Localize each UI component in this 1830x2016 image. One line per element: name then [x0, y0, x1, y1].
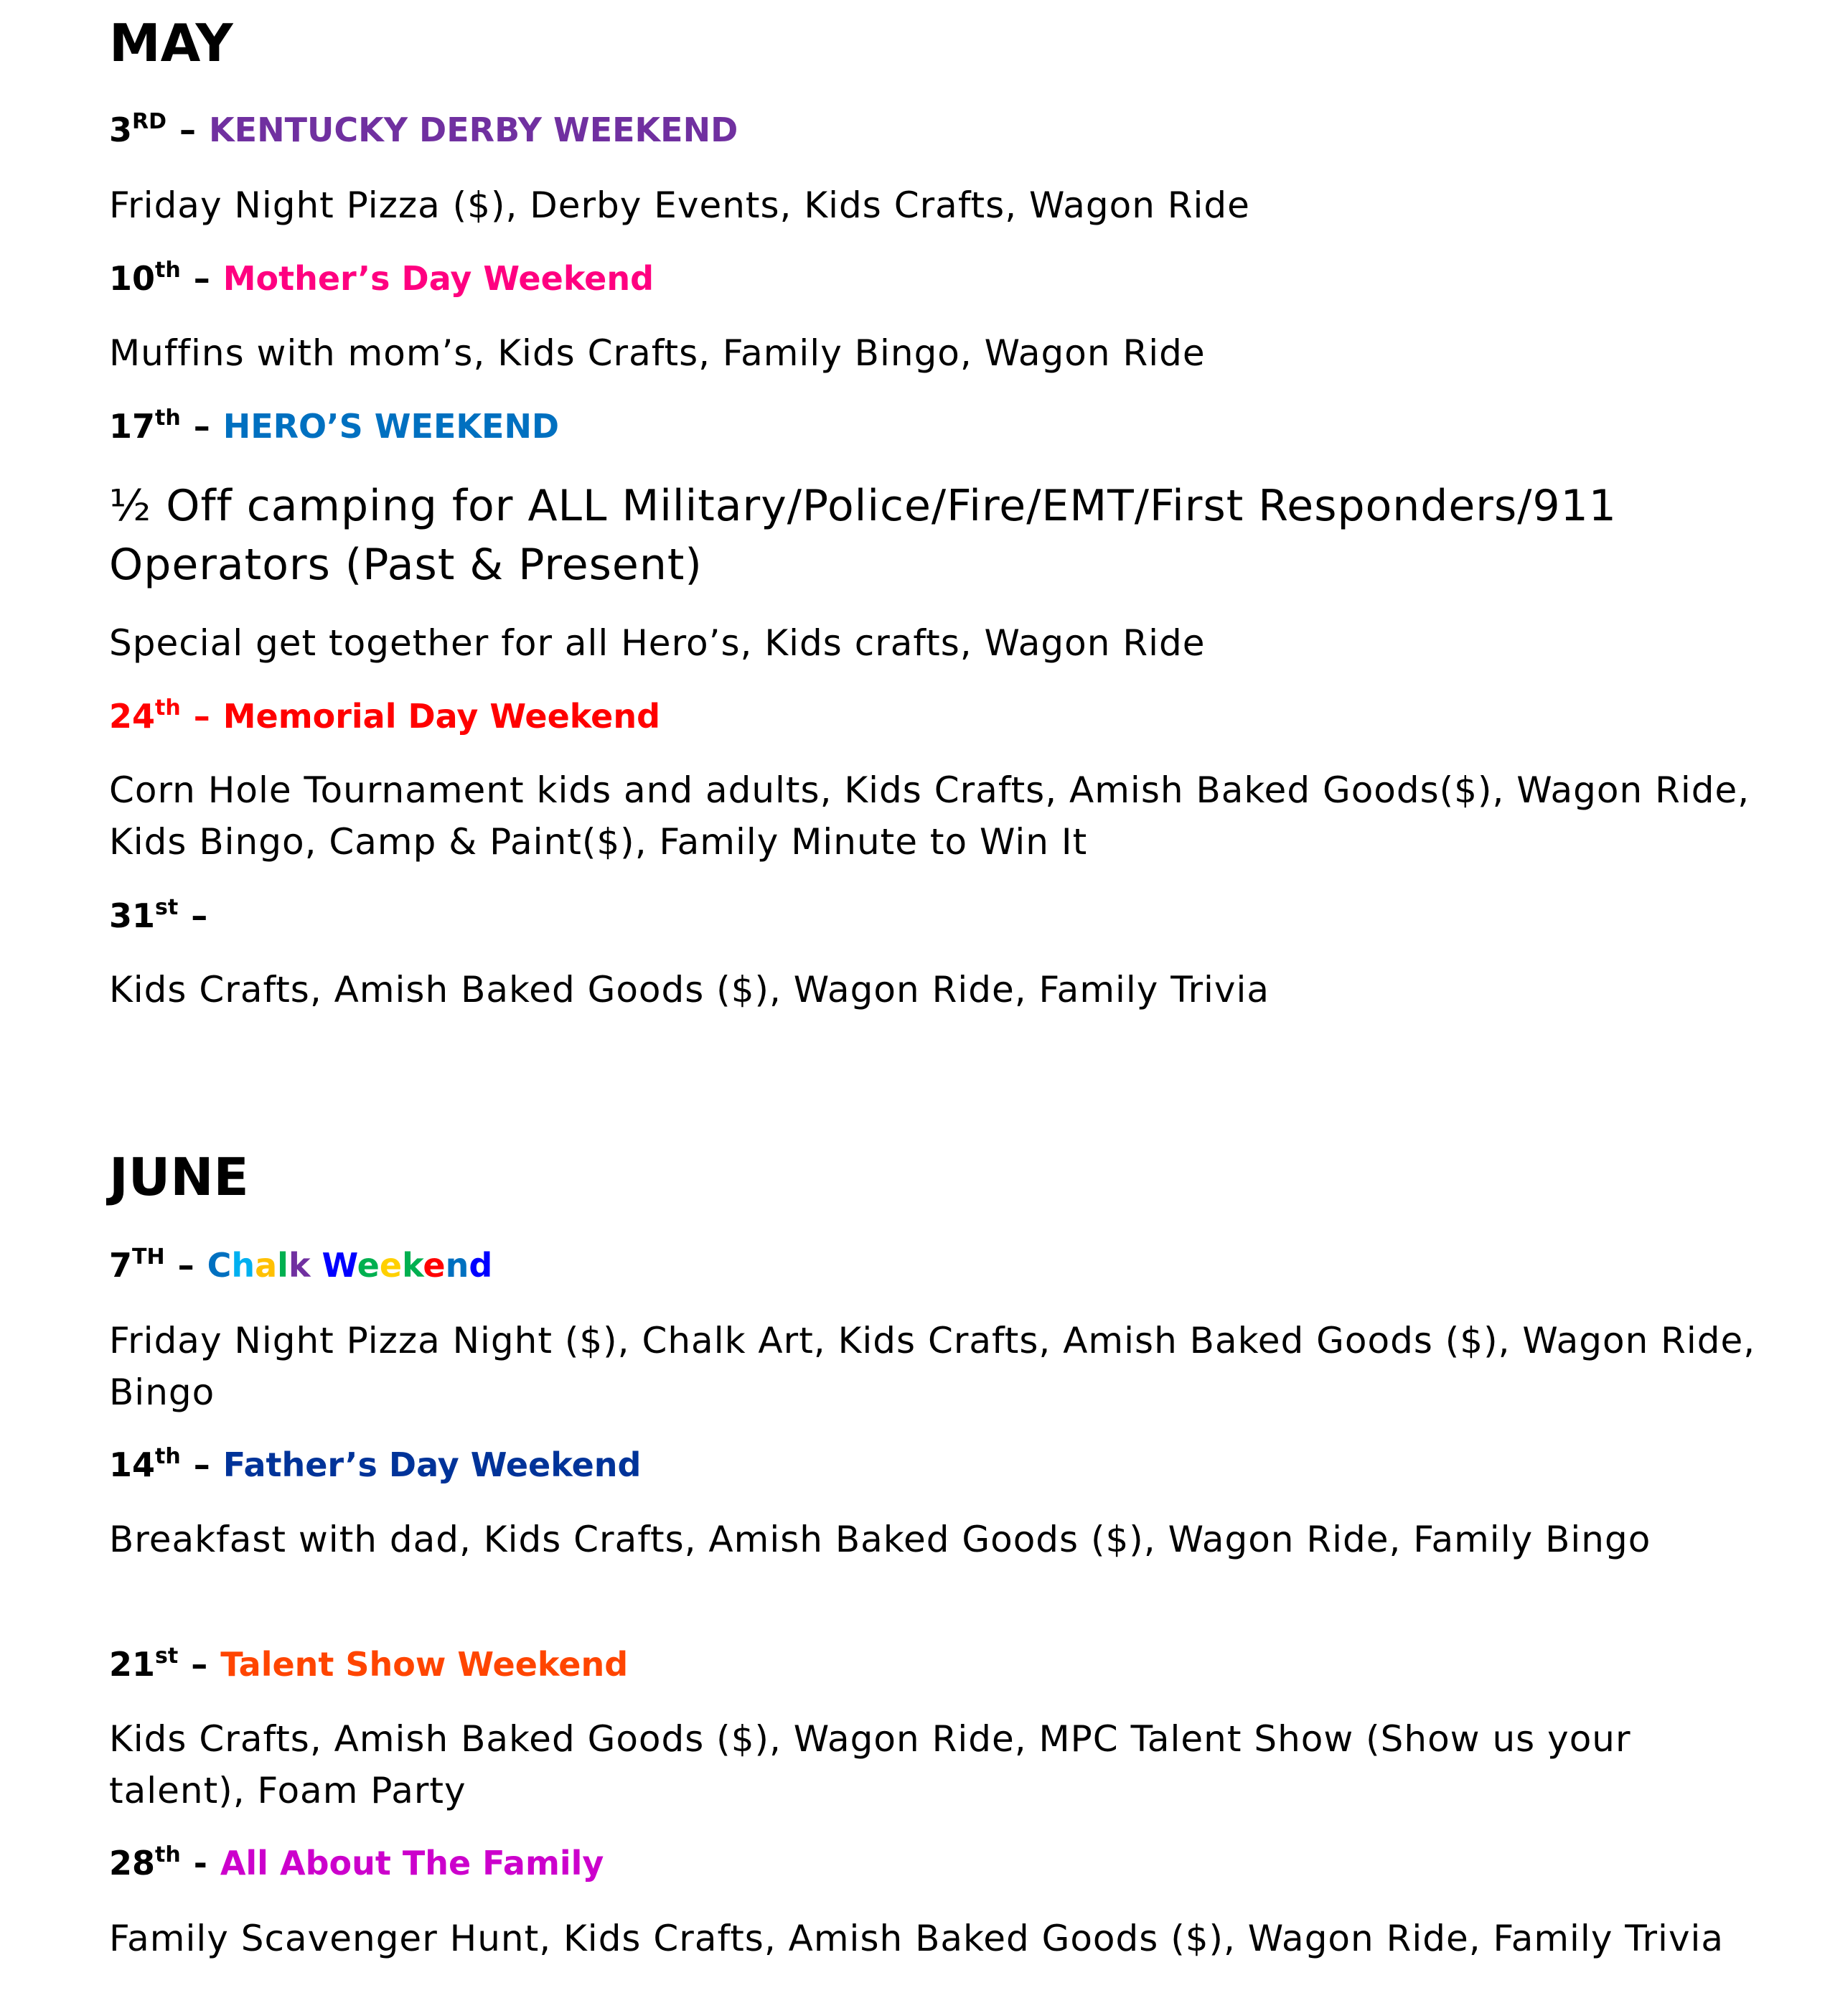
event-title: All About The Family: [220, 1844, 604, 1883]
event-day-suffix: th: [155, 1842, 181, 1867]
event-day-suffix: th: [155, 695, 181, 721]
event-heading: [109, 1244, 493, 1285]
event-day-suffix: th: [155, 1444, 181, 1469]
event-heading: [109, 1842, 604, 1883]
event-heading: [109, 405, 560, 446]
rainbow-letter: e: [379, 1246, 403, 1285]
rainbow-letter: a: [255, 1246, 278, 1285]
event-dash: –: [193, 697, 210, 736]
event-day: 31: [109, 896, 156, 935]
event-title: Talent Show Weekend: [220, 1645, 629, 1684]
event-dash: –: [177, 1246, 194, 1285]
event-description: Muffins with mom’s, Kids Crafts, Family Bingo, Wagon Ride: [109, 332, 1206, 374]
event-description: Special get together for all Hero’s, Kids crafts, Wagon Ride: [109, 622, 1206, 664]
rainbow-letter: C: [207, 1246, 232, 1285]
event-day: 14: [109, 1445, 156, 1484]
event-day: 28: [109, 1844, 156, 1883]
event-dash: –: [193, 259, 210, 298]
rainbow-letter: W: [322, 1246, 357, 1285]
rainbow-letter: k: [288, 1246, 311, 1285]
event-day: 21: [109, 1645, 156, 1684]
event-day: 3: [109, 111, 133, 149]
event-description: Friday Night Pizza Night ($), Chalk Art, Kids Crafts, Amish Baked Goods ($), Wagon Ride, Bingo: [109, 1320, 1756, 1413]
event-dash: -: [193, 1844, 207, 1883]
rainbow-letter: [311, 1246, 322, 1285]
event-day: 24: [109, 697, 156, 736]
rainbow-letter: k: [402, 1246, 423, 1285]
event-heading: [109, 1444, 642, 1484]
rainbow-letter: l: [277, 1246, 288, 1285]
event-description: Breakfast with dad, Kids Crafts, Amish Baked Goods ($), Wagon Ride, Family Bingo: [109, 1519, 1651, 1560]
event-day-suffix: st: [155, 1644, 179, 1669]
event-title: Father’s Day Weekend: [222, 1445, 642, 1484]
event-day: 10: [109, 259, 156, 298]
rainbow-letter: h: [231, 1246, 255, 1285]
event-dash: –: [193, 407, 210, 446]
event-day: 7: [109, 1246, 133, 1285]
event-dash: –: [191, 896, 208, 935]
event-heading: [109, 258, 654, 298]
event-heading: [109, 895, 220, 935]
event-description: Kids Crafts, Amish Baked Goods ($), Wagon Ride, Family Trivia: [109, 969, 1270, 1011]
rainbow-letter: e: [357, 1246, 380, 1285]
event-dash: –: [191, 1645, 208, 1684]
event-title: HERO’S WEEKEND: [222, 407, 560, 446]
event-title-rainbow: [207, 1246, 493, 1285]
event-heading: [109, 1644, 629, 1684]
event-day-suffix: th: [155, 405, 181, 431]
event-description: Kids Crafts, Amish Baked Goods ($), Wagon Ride, MPC Talent Show (Show us your talent), Foam Party: [109, 1718, 1631, 1811]
event-description: Friday Night Pizza ($), Derby Events, Kids Crafts, Wagon Ride: [109, 184, 1250, 226]
event-day-suffix: th: [155, 258, 181, 283]
rainbow-letter: d: [469, 1246, 493, 1285]
event-day-suffix: TH: [132, 1244, 165, 1270]
month-heading-june: JUNE: [109, 1147, 249, 1207]
event-discount-notice: ½ Off camping for ALL Military/Police/Fire/EMT/First Responders/911 Operators (Past & Present): [109, 481, 1617, 590]
month-heading-may: MAY: [109, 13, 233, 73]
rainbow-letter: n: [445, 1246, 469, 1285]
event-dash: –: [193, 1445, 210, 1484]
event-description: Corn Hole Tournament kids and adults, Kids Crafts, Amish Baked Goods($), Wagon Ride, Kids Bingo, Camp & Paint($), Family Minute to Win It: [109, 769, 1750, 863]
event-title: Mother’s Day Weekend: [222, 259, 654, 298]
event-day-suffix: RD: [132, 109, 167, 134]
event-day-suffix: st: [155, 895, 179, 920]
rainbow-letter: e: [423, 1246, 446, 1285]
event-description: Family Scavenger Hunt, Kids Crafts, Amish Baked Goods ($), Wagon Ride, Family Trivia: [109, 1918, 1725, 1959]
event-title: Memorial Day Weekend: [222, 697, 661, 736]
event-heading: [109, 695, 661, 736]
event-day: 17: [109, 407, 156, 446]
event-title: KENTUCKY DERBY WEEKEND: [209, 111, 738, 149]
event-dash: –: [179, 111, 197, 149]
event-heading: [109, 109, 738, 149]
